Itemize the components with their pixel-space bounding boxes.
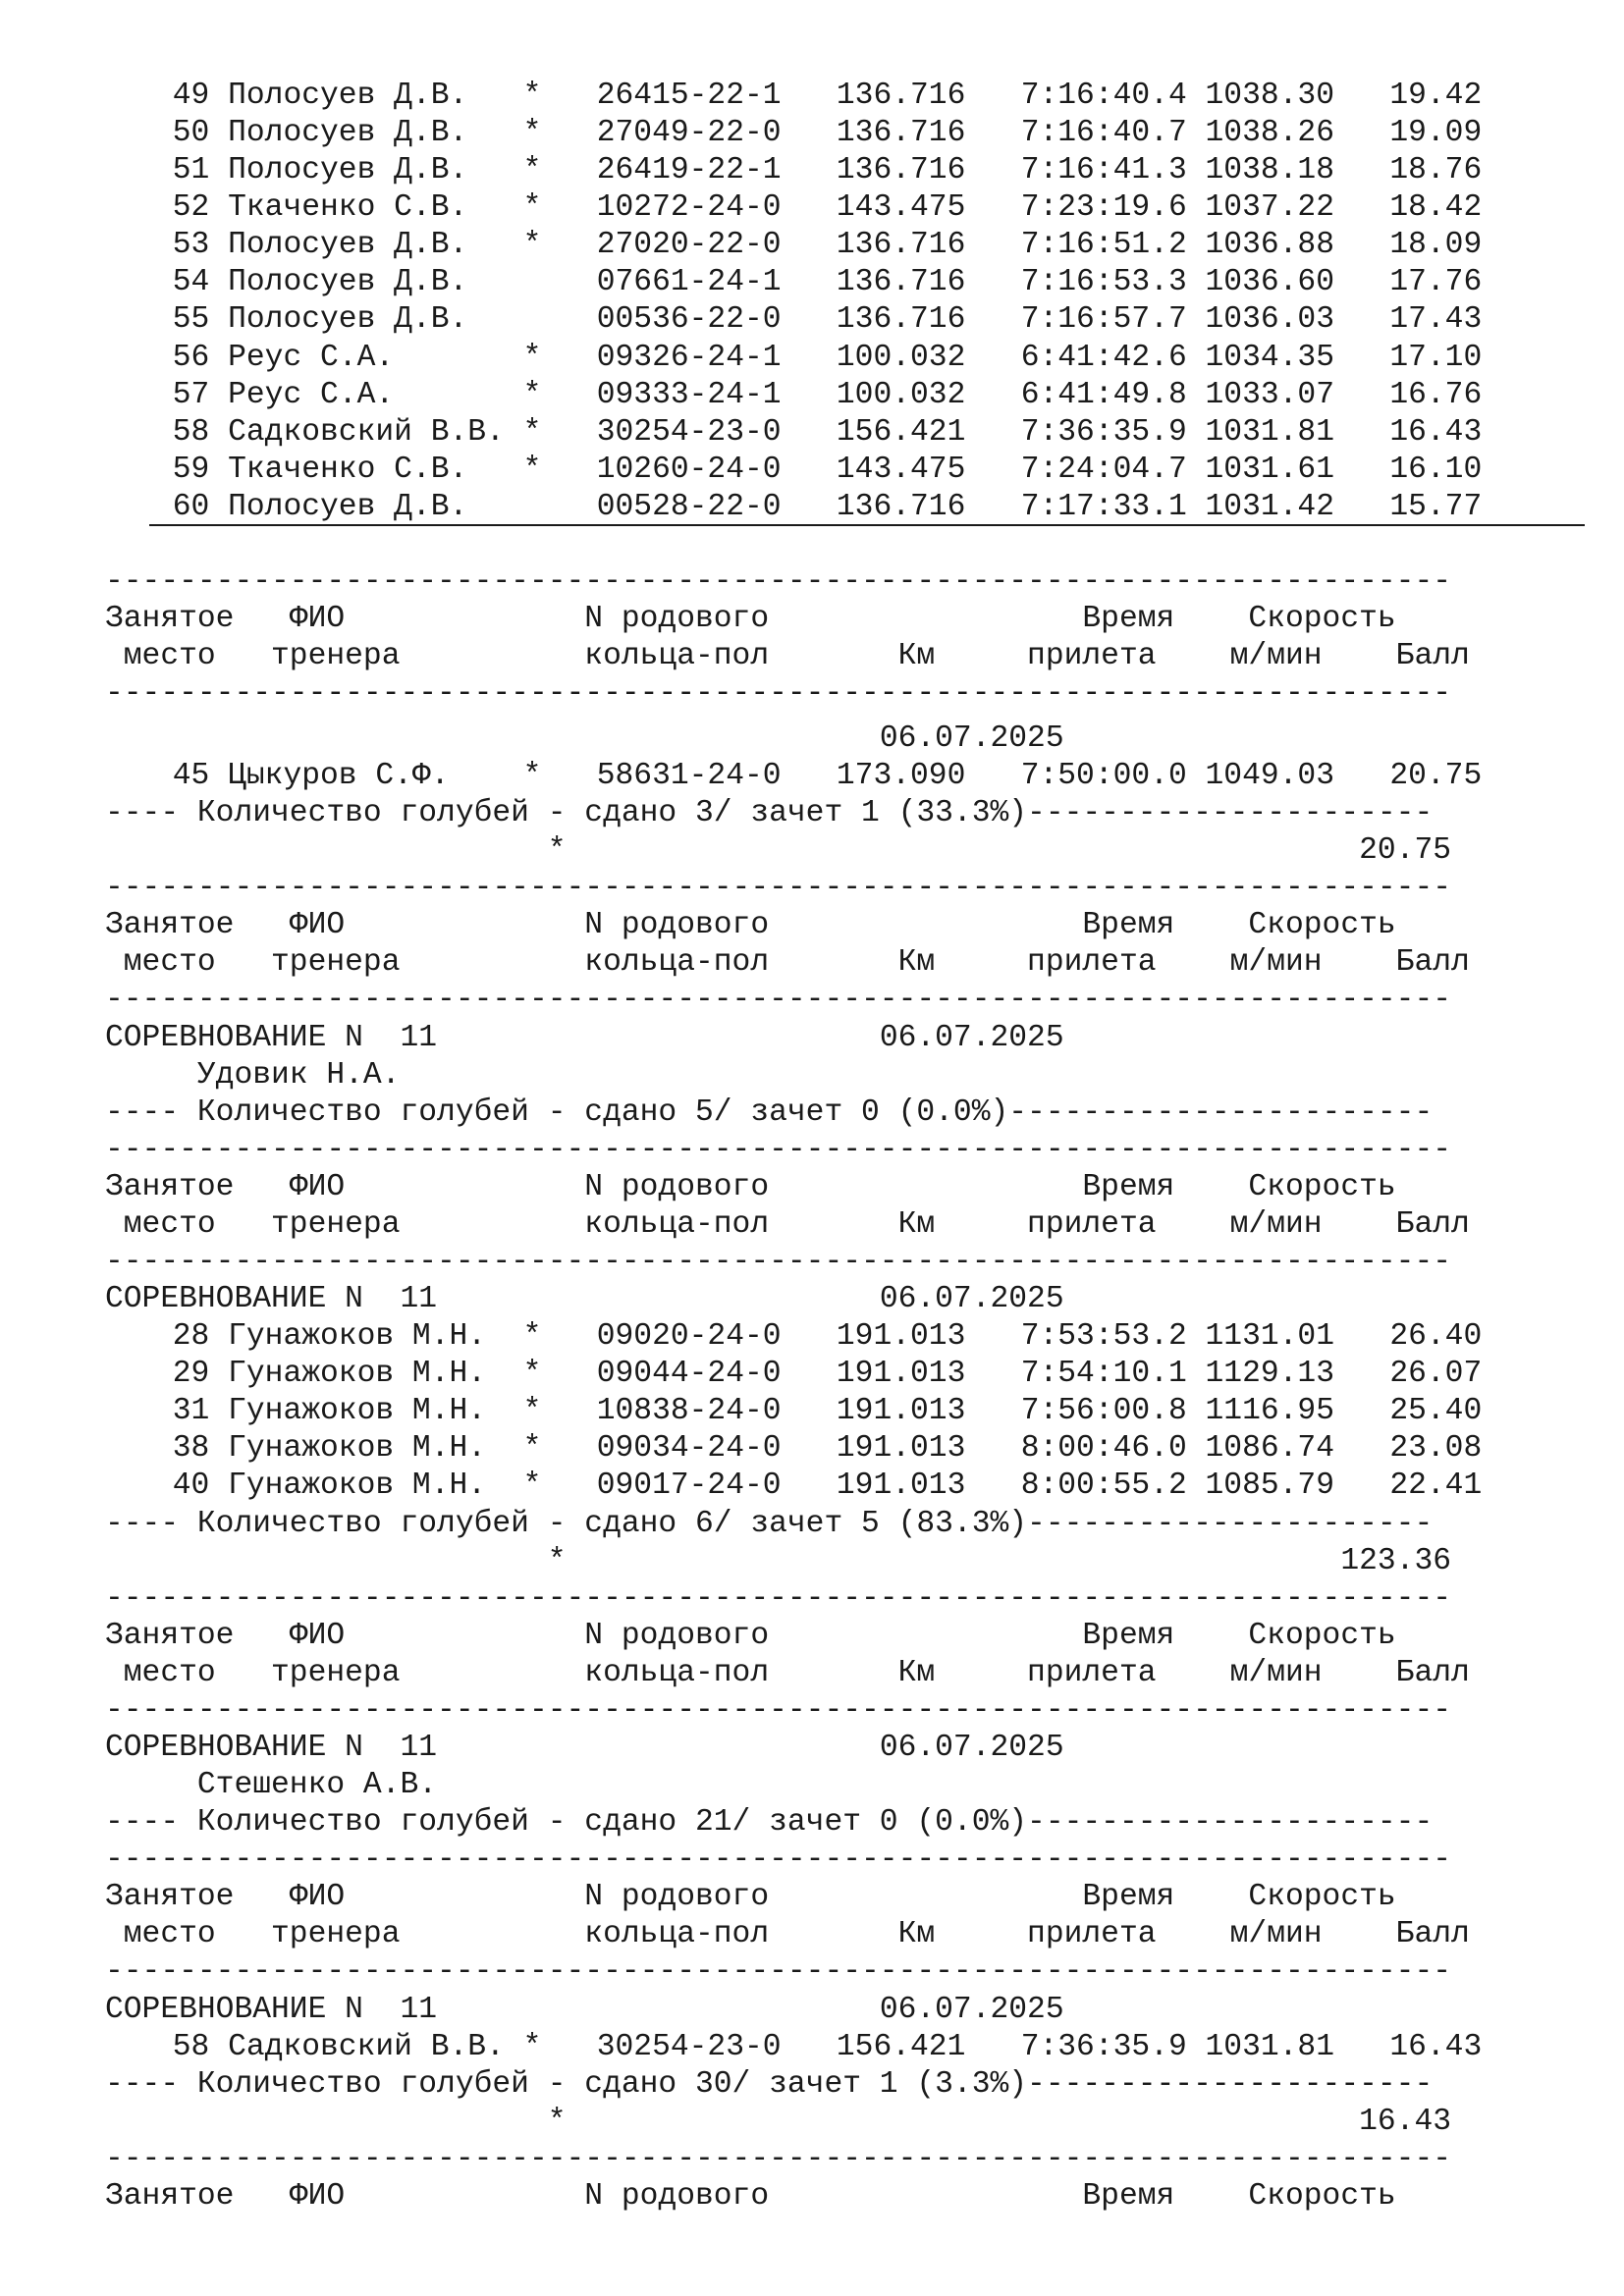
place-cell: 50 [154,116,210,151]
column-header-line: Занятое ФИО N родового Время Скорость [105,908,1396,943]
score-cell: 17.43 [1371,302,1483,338]
score-cell: 26.40 [1371,1319,1483,1355]
distance-cell: 156.421 [836,414,966,450]
score-cell: 16.43 [1371,2029,1483,2064]
mark-cell: * [522,452,542,487]
mark-cell: * [522,1319,542,1355]
dash-separator: ------------------------------------------------------------------------- [105,1245,1452,1279]
speed-cell: 1049.03 [1205,759,1334,793]
trainer-cell: Полосуев Д.В. [228,153,505,188]
score-cell: 22.41 [1371,1468,1483,1504]
column-header-line: место тренера кольца-пол Км прилета м/мин Балл [105,945,1470,981]
distance-cell: 136.716 [836,302,966,338]
place-cell: 59 [154,452,210,487]
mark-cell: * [522,1468,542,1504]
ring-cell: 27020-22-0 [596,228,782,263]
trainer-cell: Полосуев Д.В. [228,116,505,151]
score-cell: 19.42 [1371,79,1483,113]
arrival-cell: 7:36:35.9 [1020,414,1187,450]
mark-cell: * [522,79,542,113]
mark-cell: * [522,340,542,375]
column-header-line: Занятое ФИО N родового Время Скорость [105,1880,1396,1915]
arrival-cell: 7:53:53.2 [1020,1319,1187,1355]
ring-cell: 09333-24-1 [596,377,782,412]
place-cell: 45 [154,759,210,793]
section-total: 16.43 [566,2104,1452,2139]
place-cell: 54 [154,265,210,300]
pigeon-count-summary: ---- Количество голубей - сдано 5/ зачет 0 (0.0%)----------------------- [105,1095,1434,1130]
arrival-cell: 7:16:57.7 [1020,302,1187,338]
competition-date: 06.07.2025 [879,1282,1064,1317]
place-cell: 58 [154,2029,210,2064]
table-row [154,190,1482,226]
trainer-cell: Гунажоков М.Н. [228,1394,505,1429]
place-cell: 52 [154,190,210,226]
table-row [154,759,1482,794]
dash-separator: ------------------------------------------------------------------------- [105,1132,1452,1167]
mark-cell: * [522,153,542,188]
table-row [154,302,1482,338]
competition-title: СОРЕВНОВАНИЕ N 11 [105,1992,880,2027]
place-cell: 29 [154,1357,210,1392]
mark-cell: * [522,190,542,226]
ring-cell: 26419-22-1 [596,153,782,188]
score-cell: 16.10 [1371,452,1483,487]
distance-cell: 191.013 [836,1394,966,1429]
arrival-cell: 7:36:35.9 [1020,2029,1187,2064]
mark-cell: * [522,414,542,450]
ring-cell: 07661-24-1 [596,265,782,300]
ring-cell: 10838-24-0 [596,1394,782,1429]
ring-cell: 00528-22-0 [596,489,782,524]
section-title-line [105,1731,1064,1766]
trainer-cell: Садковский В.В. [228,2029,505,2064]
mark-cell: * [522,1357,542,1392]
trainer-cell: Ткаченко С.В. [228,190,505,226]
place-cell: 38 [154,1431,210,1467]
distance-cell: 100.032 [836,377,966,412]
pigeon-count-summary: ---- Количество голубей - сдано 21/ зачет 0 (0.0%)---------------------- [105,1805,1434,1841]
ring-cell: 00536-22-0 [596,302,782,338]
total-mark: * [105,1543,567,1578]
speed-cell: 1036.03 [1205,302,1334,338]
speed-cell: 1131.01 [1205,1319,1334,1355]
place-cell: 55 [154,302,210,338]
distance-cell: 100.032 [836,340,966,375]
arrival-cell: 7:50:00.0 [1020,759,1187,793]
score-cell: 25.40 [1371,1394,1483,1429]
total-mark: * [105,833,567,869]
mark-cell: * [522,228,542,263]
arrival-cell: 6:41:42.6 [1020,340,1187,375]
competition-date: 06.07.2025 [879,1020,1064,1055]
trainer-cell: Гунажоков М.Н. [228,1468,505,1504]
trainer-cell: Цыкуров С.Ф. [228,759,505,793]
trainer-cell: Гунажоков М.Н. [228,1431,505,1467]
section-total-line [105,1544,1451,1579]
speed-cell: 1085.79 [1205,1468,1334,1504]
mark-cell: * [522,759,542,793]
table-row [154,265,1482,300]
arrival-cell: 7:16:40.4 [1020,79,1187,113]
place-cell: 49 [154,79,210,113]
ring-cell: 26415-22-1 [596,79,782,113]
distance-cell: 136.716 [836,489,966,524]
competition-title: СОРЕВНОВАНИЕ N 11 [105,1731,880,1765]
dash-separator: ------------------------------------------------------------------------- [105,1954,1452,1990]
table-row [154,1357,1482,1392]
section-title-line [105,721,1064,757]
ring-cell: 09044-24-0 [596,1357,782,1392]
score-cell: 16.43 [1371,414,1483,450]
place-cell: 57 [154,377,210,412]
column-header-line: место тренера кольца-пол Км прилета м/мин Балл [105,1206,1470,1242]
ring-cell: 27049-22-0 [596,116,782,151]
mark-cell [523,265,542,299]
trainer-cell: Реус С.А. [228,377,505,412]
distance-cell: 136.716 [836,116,966,151]
competition-title: СОРЕВНОВАНИЕ N 11 [105,1282,880,1317]
table-row [154,1431,1482,1467]
arrival-cell: 7:24:04.7 [1020,452,1187,487]
trainer-cell: Гунажоков М.Н. [228,1319,505,1355]
section-title-line [105,1282,1064,1317]
place-cell: 28 [154,1319,210,1355]
table-row [154,116,1482,151]
table-row [154,415,1482,451]
arrival-cell: 7:16:41.3 [1020,153,1187,188]
speed-cell: 1034.35 [1205,340,1334,375]
dash-separator: ------------------------------------------------------------------------- [105,871,1452,906]
table-row [154,490,1482,525]
trainer-cell: Полосуев Д.В. [228,265,505,300]
speed-cell: 1038.26 [1205,116,1334,151]
speed-cell: 1033.07 [1205,377,1334,412]
pigeon-count-summary: ---- Количество голубей - сдано 6/ зачет 5 (83.3%)---------------------- [105,1506,1434,1541]
table-row [154,2030,1482,2065]
dash-separator: ------------------------------------------------------------------------- [105,983,1452,1018]
table-row [154,153,1482,188]
place-cell: 31 [154,1394,210,1429]
pigeon-count-summary: ---- Количество голубей - сдано 3/ зачет 1 (33.3%)---------------------- [105,796,1434,831]
ring-cell: 09034-24-0 [596,1431,782,1467]
trainer-cell: Ткаченко С.В. [228,452,505,487]
competition-title [105,721,880,756]
table-row [154,453,1482,488]
ring-cell: 10272-24-0 [596,190,782,226]
score-cell: 19.09 [1371,116,1483,151]
trainer-cell: Гунажоков М.Н. [228,1357,505,1392]
score-cell: 18.09 [1371,228,1483,263]
ring-cell: 30254-23-0 [596,414,782,450]
distance-cell: 156.421 [836,2029,966,2064]
score-cell: 17.10 [1371,340,1483,375]
section-total: 123.36 [566,1543,1452,1578]
speed-cell: 1031.61 [1205,452,1334,487]
ring-cell: 09020-24-0 [596,1319,782,1355]
speed-cell: 1031.81 [1205,2029,1334,2064]
trainer-cell: Реус С.А. [228,340,505,375]
column-header-line: Занятое ФИО N родового Время Скорость [105,1169,1396,1204]
trainer-cell: Садковский В.В. [228,414,505,450]
score-cell: 18.76 [1371,153,1483,188]
dash-separator: ------------------------------------------------------------------------- [105,2141,1452,2176]
place-cell: 40 [154,1468,210,1504]
speed-cell: 1038.30 [1205,79,1334,113]
trainer-name: Удовик Н.А. [105,1057,401,1093]
mark-cell: * [522,2029,542,2064]
dash-separator: ------------------------------------------------------------------------- [105,1842,1452,1878]
table-row [154,79,1482,114]
score-cell: 16.76 [1371,377,1483,412]
speed-cell: 1031.42 [1205,489,1334,524]
dash-separator: ------------------------------------------------------------------------- [105,1692,1452,1728]
distance-cell: 191.013 [836,1468,966,1504]
table-bottom-rule [149,524,1585,526]
score-cell: 26.07 [1371,1357,1483,1392]
ring-cell: 09326-24-1 [596,340,782,375]
distance-cell: 173.090 [836,759,966,793]
distance-cell: 191.013 [836,1319,966,1355]
place-cell: 56 [154,340,210,375]
arrival-cell: 8:00:46.0 [1020,1431,1187,1467]
trainer-cell: Полосуев Д.В. [228,228,505,263]
column-header-line: Занятое ФИО N родового Время Скорость [105,2178,1396,2214]
distance-cell: 191.013 [836,1357,966,1392]
arrival-cell: 7:17:33.1 [1020,489,1187,524]
pigeon-count-summary: ---- Количество голубей - сдано 30/ зачет 1 (3.3%)---------------------- [105,2066,1434,2102]
mark-cell: * [522,1431,542,1467]
speed-cell: 1086.74 [1205,1431,1334,1467]
mark-cell: * [522,116,542,151]
column-header-line: Занятое ФИО N родового Время Скорость [105,602,1396,637]
section-total-line [105,2105,1451,2140]
distance-cell: 143.475 [836,190,966,226]
table-row [154,1319,1482,1355]
competition-date: 06.07.2025 [879,1992,1064,2027]
place-cell: 53 [154,228,210,263]
arrival-cell: 7:16:51.2 [1020,228,1187,263]
section-title-line [105,1993,1064,2028]
score-cell: 17.76 [1371,265,1483,300]
distance-cell: 136.716 [836,228,966,263]
ring-cell: 09017-24-0 [596,1468,782,1504]
speed-cell: 1129.13 [1205,1357,1334,1392]
competition-date: 06.07.2025 [879,1731,1064,1765]
distance-cell: 136.716 [836,265,966,300]
speed-cell: 1116.95 [1205,1394,1334,1429]
distance-cell: 136.716 [836,79,966,113]
distance-cell: 143.475 [836,452,966,487]
dash-separator: ------------------------------------------------------------------------- [105,1580,1452,1616]
ring-cell: 10260-24-0 [596,452,782,487]
distance-cell: 136.716 [836,153,966,188]
distance-cell: 191.013 [836,1431,966,1467]
mark-cell: * [522,1394,542,1429]
score-cell: 20.75 [1371,759,1483,793]
arrival-cell: 7:56:00.8 [1020,1394,1187,1429]
speed-cell: 1036.88 [1205,228,1334,263]
arrival-cell: 7:54:10.1 [1020,1357,1187,1392]
section-total: 20.75 [566,833,1452,869]
speed-cell: 1031.81 [1205,414,1334,450]
column-header-line: место тренера кольца-пол Км прилета м/мин Балл [105,1917,1470,1952]
trainer-cell: Полосуев Д.В. [228,489,505,524]
arrival-cell: 7:16:53.3 [1020,265,1187,300]
arrival-cell: 6:41:49.8 [1020,377,1187,412]
score-cell: 18.42 [1371,190,1483,226]
place-cell: 58 [154,414,210,450]
table-row [154,228,1482,263]
speed-cell: 1037.22 [1205,190,1334,226]
score-cell: 15.77 [1371,489,1483,524]
place-cell: 60 [154,489,210,524]
competition-date: 06.07.2025 [879,721,1064,756]
competition-title: СОРЕВНОВАНИЕ N 11 [105,1020,880,1055]
column-header-line: место тренера кольца-пол Км прилета м/мин Балл [105,639,1470,674]
mark-cell [523,302,542,337]
place-cell: 51 [154,153,210,188]
trainer-name: Стешенко А.В. [105,1768,438,1803]
mark-cell: * [522,377,542,412]
arrival-cell: 7:16:40.7 [1020,116,1187,151]
mark-cell [523,490,542,524]
dash-separator: ------------------------------------------------------------------------- [105,676,1452,712]
total-mark: * [105,2104,567,2139]
trainer-cell: Полосуев Д.В. [228,79,505,113]
table-row [154,1468,1482,1504]
table-row [154,378,1482,413]
ring-cell: 30254-23-0 [596,2029,782,2064]
dash-separator: ------------------------------------------------------------------------- [105,564,1452,599]
speed-cell: 1036.60 [1205,265,1334,300]
speed-cell: 1038.18 [1205,153,1334,188]
ring-cell: 58631-24-0 [596,759,782,793]
arrival-cell: 7:23:19.6 [1020,190,1187,226]
trainer-cell: Полосуев Д.В. [228,302,505,338]
column-header-line: Занятое ФИО N родового Время Скорость [105,1618,1396,1653]
arrival-cell: 8:00:55.2 [1020,1468,1187,1504]
table-row [154,341,1482,376]
section-total-line [105,833,1451,869]
score-cell: 23.08 [1371,1431,1483,1467]
table-row [154,1394,1482,1429]
column-header-line: место тренера кольца-пол Км прилета м/мин Балл [105,1655,1470,1690]
section-title-line [105,1021,1064,1056]
